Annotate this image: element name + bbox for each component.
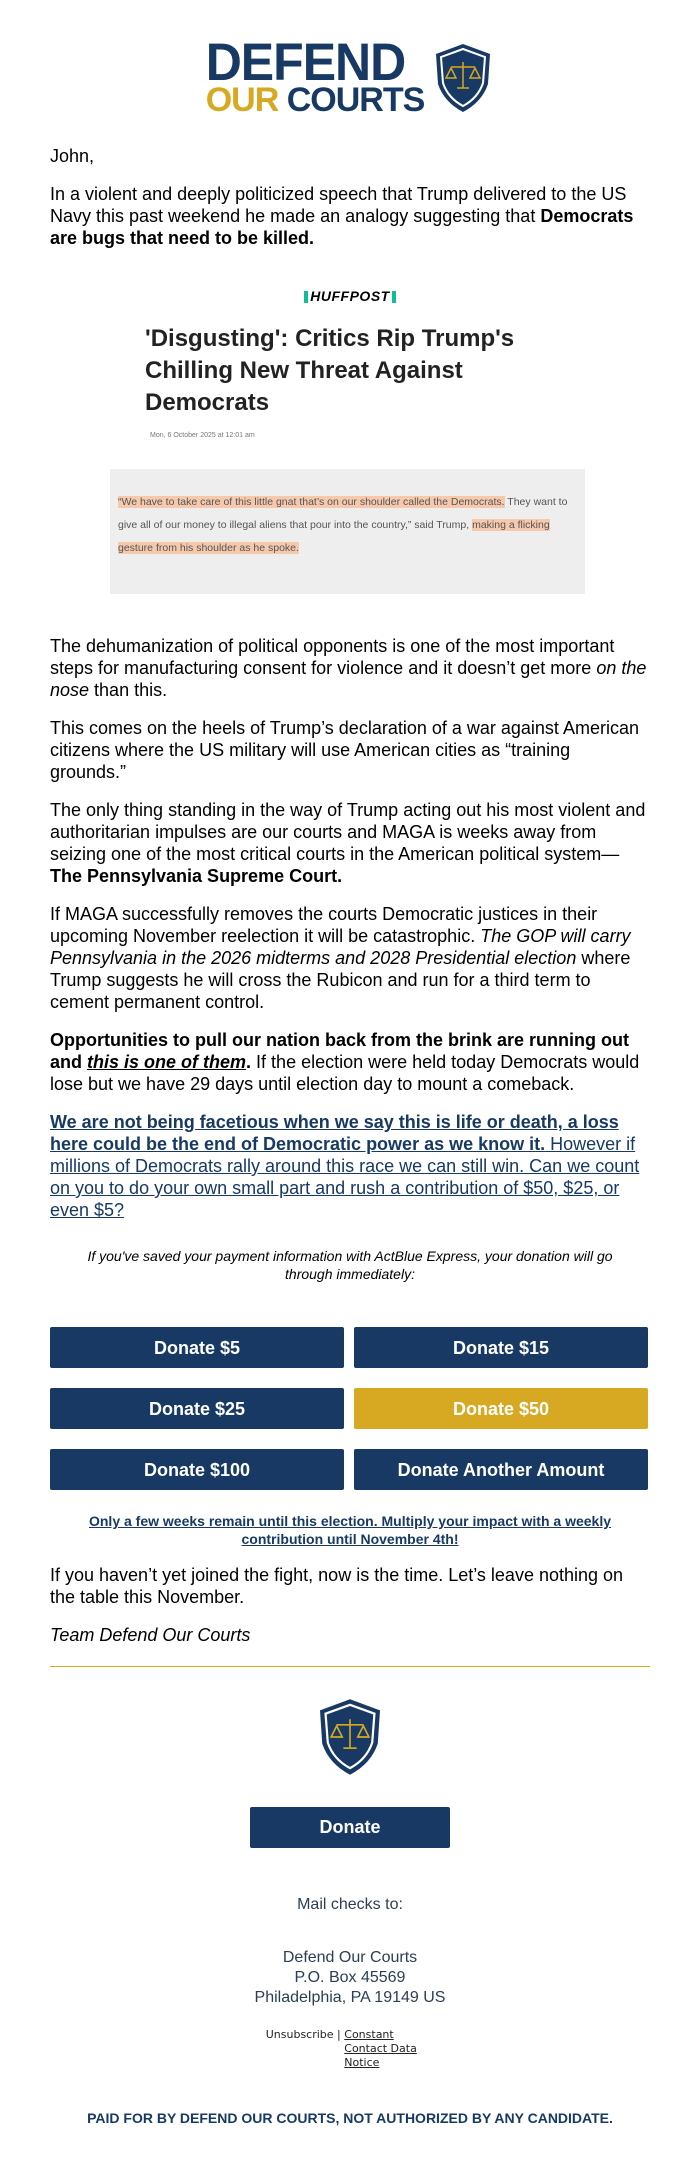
- paragraph-war: This comes on the heels of Trump’s declaration of a war against American citizens where the US military will use American cities as “training grounds.”: [50, 718, 639, 782]
- donate-25-button[interactable]: Donate $25: [50, 1388, 344, 1429]
- donate-other-amount-button[interactable]: Donate Another Amount: [354, 1449, 648, 1490]
- paragraph-dehumanization: The dehumanization of political opponents is one of the most important steps for manufacturing consent for violence and it doesn’t get more on the nose than this.: [50, 636, 647, 700]
- divider: [50, 1666, 650, 1667]
- footer-donate-button[interactable]: Donate: [250, 1807, 450, 1848]
- logo-courts: COURTS: [286, 80, 425, 119]
- actblue-note: If you've saved your payment information with ActBlue Express, your donation will go through immediately:: [87, 1248, 613, 1282]
- paragraph-join: If you haven’t yet joined the fight, now is the time. Let’s leave nothing on the table this November.: [50, 1565, 624, 1607]
- signoff: Team Defend Our Courts: [50, 1625, 251, 1645]
- donate-appeal-link[interactable]: We are not being facetious when we say this is life or death, a loss here could be the end of Democratic power as we know it. However if millions of Democrats rally around this race we can still win. Can we count on you to do your own small part and rush a contribution of $50, $25, or even $5?: [50, 1112, 640, 1220]
- donate-100-button[interactable]: Donate $100: [50, 1449, 344, 1490]
- shield-scales-icon: [315, 1697, 385, 1777]
- article-date: Mon, 6 October 2025 at 12:01 am: [150, 432, 255, 439]
- paragraph-maga: If MAGA successfully removes the courts Democratic justices in their upcoming November reelection it will be catastrophic. The GOP will carry Pennsylvania in the 2026 midterms and 2028 Presidential election where Trump suggests he will cross the Rubicon and run for a third term to cement permanent control.: [50, 904, 631, 1012]
- logo-our: OUR: [205, 80, 279, 119]
- greeting: John,: [50, 146, 95, 166]
- paragraph-courts: The only thing standing in the way of Trump acting out his most violent and authoritarian impulses are our courts and MAGA is weeks away from seizing one of the most critical courts in the American political system—The Pennsylvania Supreme Court.: [50, 800, 646, 886]
- defend-our-courts-logo: [0, 0, 700, 119]
- article-title: 'Disgusting': Critics Rip Trump's Chilling New Threat Against Democrats: [145, 325, 515, 416]
- huffpost-logo: HUFFPOST: [115, 285, 585, 307]
- donate-5-button[interactable]: Donate $5: [50, 1327, 344, 1368]
- shield-scales-icon: [432, 42, 494, 114]
- mail-checks-label: Mail checks to:: [297, 1896, 403, 1913]
- unsubscribe-link[interactable]: Unsubscribe: [265, 2028, 334, 2041]
- logo-line1: DEFEND: [205, 32, 406, 92]
- weekly-contribution-link[interactable]: Only a few weeks remain until this election. Multiply your impact with a weekly contribution until November 4th!: [88, 1513, 612, 1547]
- donation-buttons: [50, 1327, 650, 1490]
- donate-15-button[interactable]: Donate $15: [354, 1327, 648, 1368]
- donate-50-button[interactable]: Donate $50: [354, 1388, 648, 1429]
- huffpost-article-image: [115, 285, 585, 595]
- article-quote: “We have to take care of this little gnat that’s on our shoulder called the Democrats. They want to give all of our money to illegal aliens that pour into the country,” said Trump, making a flicking gesture from his shoulder as he spoke.: [110, 469, 585, 594]
- paid-for-disclaimer: PAID FOR BY DEFEND OUR COURTS, NOT AUTHORIZED BY ANY CANDIDATE.: [87, 2110, 613, 2126]
- paragraph-intro: In a violent and deeply politicized speech that Trump delivered to the US Navy this past weekend he made an analogy suggesting that Democrats are bugs that need to be killed.: [50, 184, 634, 248]
- constant-contact-data-notice-link[interactable]: Constant Contact Data Notice: [344, 2028, 417, 2069]
- paragraph-opportunities: Opportunities to pull our nation back from the brink are running out and this is one of them. If the election were held today Democrats would lose but we have 29 days until election day to mount a comeback.: [50, 1030, 640, 1094]
- mailing-address: Defend Our Courts P.O. Box 45569 Philadelphia, PA 19149 US: [254, 1949, 446, 2006]
